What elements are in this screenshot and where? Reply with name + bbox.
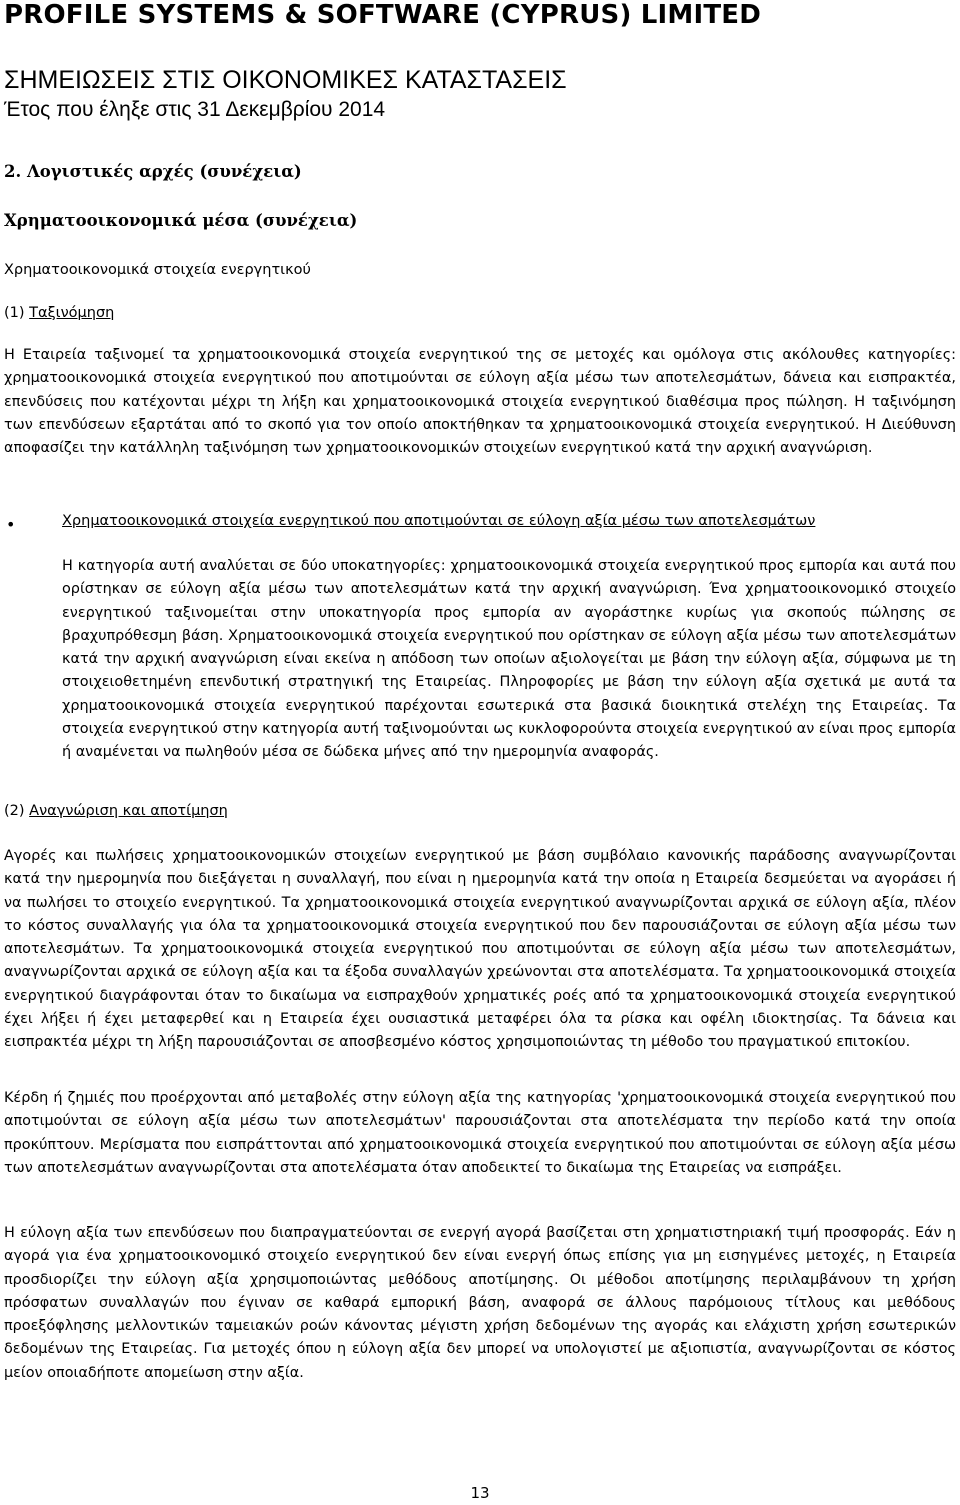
- recognition-heading: [4, 803, 228, 819]
- subsection-heading: Χρηματοοικονομικά μέσα (συνέχεια): [4, 211, 358, 230]
- bullet-heading: Χρηματοοικονομικά στοιχεία ενεργητικού που αποτιμούνται σε εύλογη αξία μέσω των αποτελεσμάτων: [62, 513, 816, 529]
- notes-title: ΣΗΜΕΙΩΣΕΙΣ ΣΤΙΣ ΟΙΚΟΝΟΜΙΚΕΣ ΚΑΤΑΣΤΑΣΕΙΣ: [4, 66, 567, 94]
- bullet-paragraph: Η κατηγορία αυτή αναλύεται σε δύο υποκατηγορίες: χρηματοοικονομικά στοιχεία ενεργητικού προς εμπορία και αυτά που ορίστηκαν σε εύλογη αξία μέσω των αποτελεσμάτων κατά την αρχική αναγνώριση. Ένα χρηματοοικονομικό στοιχείο ενεργητικού ταξινομείται στην υποκατηγορία προς εμπορία αν αγοράστηκε κυρίως για σκοπούς πώλησης σε βραχυπρόθεσμη βάση. Χρηματοοικονομικά στοιχεία ενεργητικού που ορίστηκαν σε εύλογη αξία μέσω των αποτελεσμάτων κατά την αρχική αναγνώριση είναι εκείνα η απόδοση των οποίων αξιολογείται με βάση την εύλογη αξία, σύμφωνα με τη στοιχειοθετημένη επενδυτική στρατηγική της Εταιρείας. Πληροφορίες με βάση την εύλογη αξία σχετικά με αυτά τα χρηματοοικονομικά στοιχεία ενεργητικού παρέχονται εσωτερικά στα βασικά διοικητικά στελέχη της Εταιρείας. Τα στοιχεία ενεργητικού στην κατηγορία αυτή ταξινομούνται ως κυκλοφορούντα στοιχεία ενεργητικού αν είναι προς εμπορία ή αναμένεται να πωληθούν μέσα σε δώδεκα μήνες από την ημερομηνία αναφοράς.: [62, 558, 957, 761]
- classification-heading: [4, 305, 114, 321]
- recognition-paragraph-2: Κέρδη ή ζημιές που προέρχονται από μεταβολές στην εύλογη αξία της κατηγορίας 'χρηματοοικονομικά στοιχεία ενεργητικού που αποτιμούνται σε εύλογη αξία μέσω των αποτελεσμάτων' παρουσιάζονται στα αποτελέσματα την περίοδο κατά την οποία προκύπτουν. Μερίσματα που εισπράττονται από χρηματοοικονομικά στοιχεία ενεργητικού που αποτιμούνται σε εύλογη αξία μέσω των αποτελεσμάτων αναγνωρίζονται στα αποτελέσματα όταν αποδεικτεί το δικαίωμα της Εταιρείας να εισπράξει.: [4, 1090, 956, 1176]
- bullet-icon: •: [6, 515, 16, 534]
- classification-paragraph: Η Εταιρεία ταξινομεί τα χρηματοοικονομικά στοιχεία ενεργητικού της σε μετοχές και ομόλογα στις ακόλουθες κατηγορίες: χρηματοοικονομικά στοιχεία ενεργητικού που αποτιμούνται σε εύλογη αξία μέσω των αποτελεσμάτων, δάνεια και εισπρακτέα, επενδύσεις που κατέχονται μέχρι τη λήξη και χρηματοοικονομικά στοιχεία ενεργητικού διαθέσιμα προς πώληση. Η ταξινόμηση των επενδύσεων εξαρτάται από το σκοπό για τον οποίο αποκτήθηκαν τα χρηματοοικονομικά στοιχεία ενεργητικού. Η Διεύθυνση αποφασίζει την κατάλληλη ταξινόμηση των χρηματοοικονομικών στοιχείων ενεργητικού κατά την αρχική αναγνώριση.: [4, 347, 956, 457]
- recognition-paragraph-1: Αγορές και πωλήσεις χρηματοοικονομικών στοιχείων ενεργητικού με βάση συμβόλαιο κανονικής παράδοσης αναγνωρίζονται κατά την ημερομηνία που διεξάγεται η συναλλαγή, που είναι η ημερομηνία κατά την οποία η Εταιρεία δεσμεύεται να αγοράσει ή να πωλήσει το στοιχείο ενεργητικού. Τα χρηματοοικονομικά στοιχεία ενεργητικού αναγνωρίζονται αρχικά σε εύλογη αξία, πλέον το κόστος συναλλαγής για όλα τα χρηματοοικονομικά στοιχεία ενεργητικού που δεν παρουσιάζονται σε εύλογη αξία μέσω των αποτελεσμάτων. Τα χρηματοοικονομικά στοιχεία ενεργητικού που αποτιμούνται σε εύλογη αξία μέσω των αποτελεσμάτων, αναγνωρίζονται αρχικά σε εύλογη αξία και τα έξοδα συναλλαγών χρεώνονται στα αποτελέσματα. Τα χρηματοοικονομικά στοιχεία ενεργητικού διαγράφονται όταν το δικαίωμα να εισπραχθούν χρηματικές ροές από τα χρηματοοικονομικά στοιχεία ενεργητικού έχει λήξει ή έχει μεταφερθεί και η Εταιρεία έχει ουσιαστικά μεταφέρει όλα τα ρίσκα και οφέλη ιδιοκτησίας. Τα δάνεια και εισπρακτέα μέχρι τη λήξη παρουσιάζονται σε αποσβεσμένο κόστος χρησιμοποιώντας τη μέθοδο του πραγματικού επιτοκίου.: [4, 848, 956, 1051]
- period-subtitle: Έτος που έληξε στις 31 Δεκεμβρίου 2014: [4, 98, 386, 121]
- classification-number: (1): [4, 305, 30, 321]
- page-number: 13: [470, 1484, 490, 1502]
- recognition-number: (2): [4, 803, 30, 819]
- company-name: PROFILE SYSTEMS & SOFTWARE (CYPRUS) LIMITED: [4, 0, 762, 30]
- assets-heading: Χρηματοοικονομικά στοιχεία ενεργητικού: [4, 262, 311, 278]
- classification-label: Ταξινόμηση: [29, 305, 115, 321]
- recognition-paragraph-3: Η εύλογη αξία των επενδύσεων που διαπραγματεύονται σε ενεργή αγορά βασίζεται στη χρηματιστηριακή τιμή προσφοράς. Εάν η αγορά για ένα χρηματοοικονομικό στοιχείο ενεργητικού δεν είναι ενεργή όπως επίσης για μη εισηγμένες μετοχές, η Εταιρεία προσδιορίζει την εύλογη αξία χρησιμοποιώντας μεθόδους αποτίμησης. Οι μέθοδοι αποτίμησης περιλαμβάνουν τη χρήση πρόσφατων συναλλαγών που έγιναν σε καθαρά εμπορική βάση, αναφορά σε άλλους παρόμοιους τίτλους και μεθόδους προεξόφλησης μελλοντικών ταμειακών ροών κάνοντας μέγιστη χρήση δεδομένων της αγοράς και ελάχιστη χρήση εσωτερικών δεδομένων της Εταιρείας. Για μετοχές όπου η εύλογη αξία δεν μπορεί να υπολογιστεί με αξιοπιστία, αναγνωρίζονται σε κόστος μείον οποιαδήποτε απομείωση στην αξία.: [4, 1225, 956, 1381]
- recognition-label: Αναγνώριση και αποτίμηση: [29, 803, 228, 819]
- section-heading: 2. Λογιστικές αρχές (συνέχεια): [4, 162, 302, 181]
